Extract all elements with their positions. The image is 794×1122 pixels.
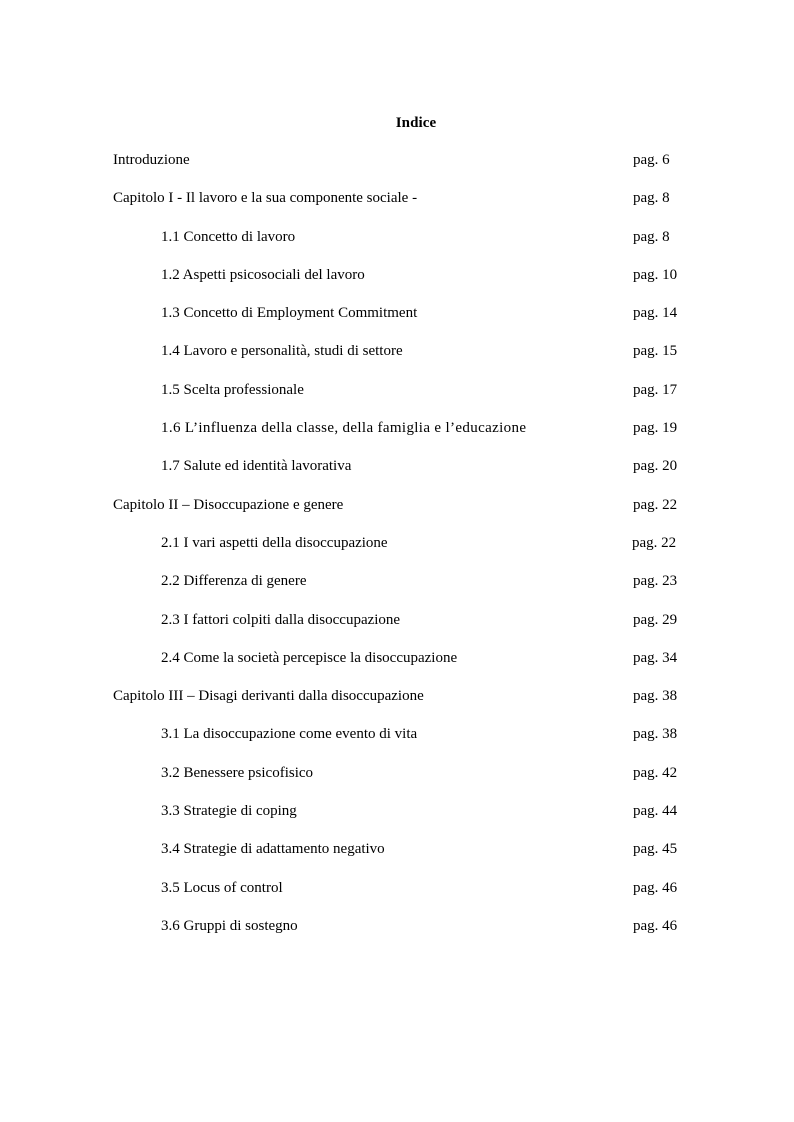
toc-entry-page: pag. 17 [633,381,678,398]
toc-entry-page: pag. 38 [633,688,678,705]
toc-entry [0,878,794,916]
toc-entry [0,686,794,724]
toc-entry-title: 2.4 Come la società percepisce la disoccupazione [161,649,458,666]
toc-entry [0,916,794,954]
toc-entry [0,839,794,877]
toc-entry [0,724,794,762]
toc-entry [0,456,794,494]
toc-entry-page: pag. 10 [633,266,678,283]
toc-entry [0,610,794,648]
toc-entry-page: pag. 23 [633,573,678,590]
toc-entry-page: pag. 8 [633,228,670,245]
toc-entry-page: pag. 44 [633,803,678,820]
toc-entry [0,495,794,533]
toc-entry-title: 1.4 Lavoro e personalità, studi di settore [161,343,403,360]
toc-entry [0,571,794,609]
toc-entry-title: 2.2 Differenza di genere [161,573,307,590]
toc-entry-page: pag. 15 [633,343,678,360]
toc-entry-page: pag. 19 [633,420,678,437]
toc-entry-page: pag. 8 [633,190,670,207]
toc-entry-page: pag. 22 [632,534,677,551]
toc-entry-title: 1.5 Scelta professionale [161,381,304,398]
toc-entry-page: pag. 14 [633,305,678,322]
toc-entry-title: 1.6 L’influenza della classe, della famiglia e l’educazione [161,420,527,437]
toc-entry [0,763,794,801]
toc-entry [0,341,794,379]
toc-entry-title: Capitolo II – Disoccupazione e genere [113,496,344,513]
toc-entry-page: pag. 42 [633,764,678,781]
toc-entry-title: Capitolo III – Disagi derivanti dalla disoccupazione [113,688,424,705]
toc-entry-title: Capitolo I - Il lavoro e la sua componente sociale - [113,190,418,207]
toc-entry-title: 1.3 Concetto di Employment Commitment [161,305,418,322]
toc-entry-page: pag. 45 [633,841,678,858]
toc-entry-page: pag. 6 [633,152,670,168]
table-of-contents [0,150,794,954]
toc-entry-title: 3.3 Strategie di coping [161,803,297,820]
toc-entry-title: 3.6 Gruppi di sostegno [161,917,298,934]
toc-entry-page: pag. 34 [633,649,678,666]
toc-entry-page: pag. 22 [633,496,678,513]
toc-entry-page: pag. 46 [633,879,678,896]
toc-entry-title: 3.2 Benessere psicofisico [161,764,314,781]
toc-entry [0,227,794,265]
toc-entry-title: 1.7 Salute ed identità lavorativa [161,458,352,475]
toc-entry-title: 1.1 Concetto di lavoro [161,228,296,245]
toc-entry-title: 2.3 I fattori colpiti dalla disoccupazione [161,611,401,628]
toc-entry [0,648,794,686]
toc-entry-title: 2.1 I vari aspetti della disoccupazione [161,534,388,551]
toc-entry [0,265,794,303]
toc-entry-title: 3.1 La disoccupazione come evento di vita [161,726,418,743]
toc-entry-page: pag. 29 [633,611,678,628]
toc-entry-page: pag. 46 [633,917,678,934]
toc-entry-title: 3.5 Locus of control [161,879,283,896]
toc-entry [0,801,794,839]
page-title: Indice [395,115,437,131]
toc-entry [0,380,794,418]
toc-entry [0,418,794,456]
toc-entry-page: pag. 38 [633,726,678,743]
toc-entry-page: pag. 20 [633,458,678,475]
toc-entry [0,533,794,571]
toc-entry-title: Introduzione [113,152,190,168]
toc-entry [0,150,794,188]
toc-entry [0,303,794,341]
toc-entry-title: 1.2 Aspetti psicosociali del lavoro [161,266,365,283]
toc-entry-title: 3.4 Strategie di adattamento negativo [161,841,385,858]
toc-entry [0,188,794,226]
